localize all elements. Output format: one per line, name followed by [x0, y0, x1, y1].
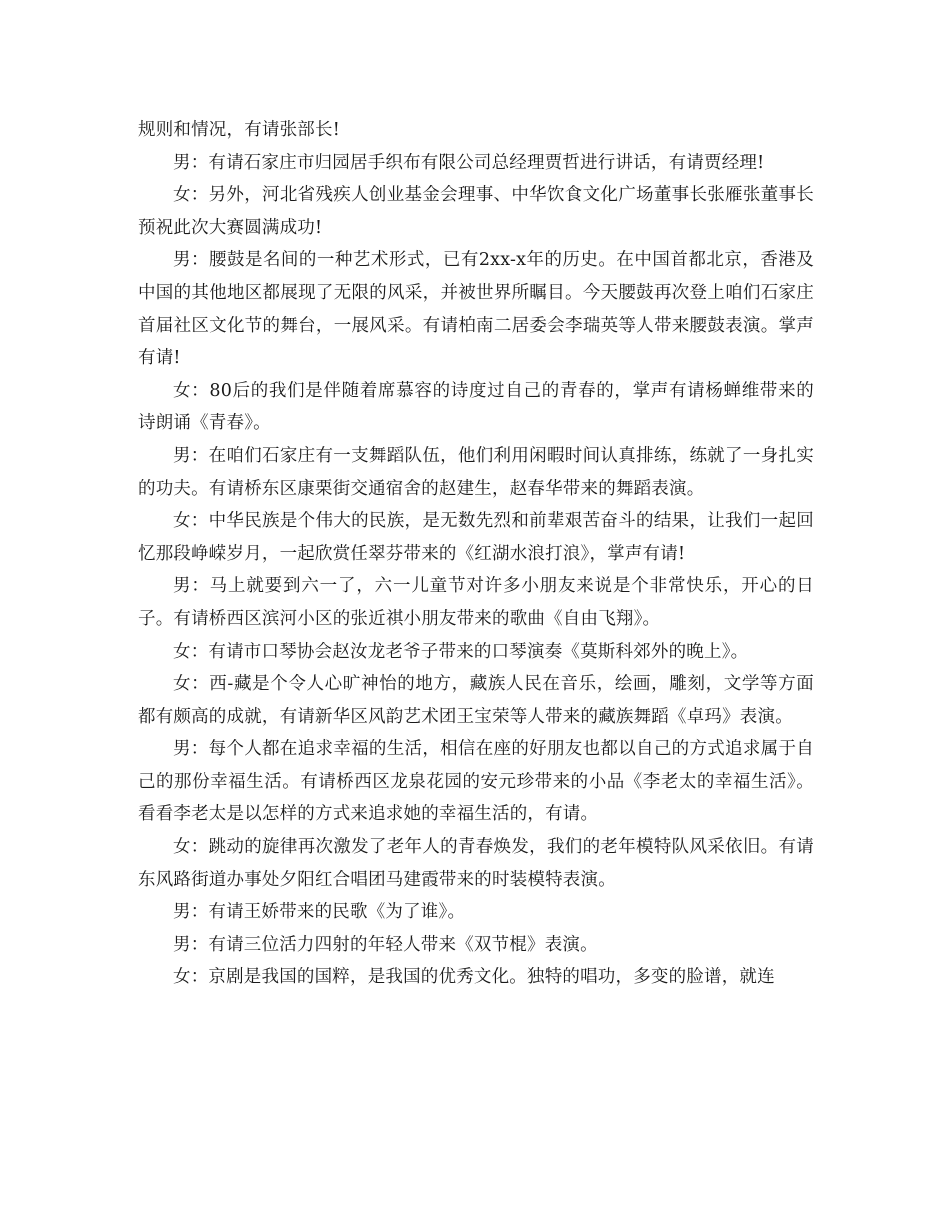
paragraph: 男：腰鼓是名间的一种艺术形式，已有2xx-x年的历史。在中国首都北京，香港及中国的其他地区都展现了无限的风采，并被世界所瞩目。今天腰鼓再次登上咱们石家庄首届社区文化节的舞台，一展风采。有请柏南二居委会李瑞英等人带来腰鼓表演。掌声有请! — [138, 250, 814, 369]
document-body — [138, 114, 814, 994]
paragraph: 女：西-藏是个令人心旷神怡的地方，藏族人民在音乐，绘画，雕刻，文学等方面都有颇高的成就，有请新华区风韵艺术团王宝荣等人带来的藏族舞蹈《卓玛》表演。 — [138, 674, 814, 727]
paragraph: 女：另外，河北省残疾人创业基金会理事、中华饮食文化广场董事长张雁张董事长预祝此次大赛圆满成功! — [138, 185, 814, 238]
paragraph: 女：京剧是我国的国粹，是我国的优秀文化。独特的唱功，多变的脸谱，就连 — [173, 967, 775, 988]
paragraph: 女：有请市口琴协会赵汝龙老爷子带来的口琴演奏《莫斯科郊外的晚上》。 — [173, 641, 749, 662]
paragraph: 男：在咱们石家庄有一支舞蹈队伍，他们利用闲暇时间认真排练，练就了一身扎实的功夫。有请桥东区康栗街交通宿舍的赵建生，赵春华带来的舞蹈表演。 — [138, 445, 814, 499]
paragraph: 男：有请王娇带来的民歌《为了谁》。 — [173, 902, 466, 923]
paragraph: 男：有请三位活力四射的年轻人带来《双节棍》表演。 — [173, 934, 598, 955]
paragraph: 男：有请石家庄市归园居手织布有限公司总经理贾哲进行讲话，有请贾经理! — [173, 152, 765, 173]
paragraph: 女：跳动的旋律再次激发了老年人的青春焕发，我们的老年模特队风采依旧。有请东风路街道办事处夕阳红合唱团马建霞带来的时装模特表演。 — [138, 837, 814, 890]
paragraph: 女：中华民族是个伟大的民族，是无数先烈和前辈艰苦奋斗的结果，让我们一起回忆那段峥嵘岁月，一起欣赏任翠芬带来的《红湖水浪打浪》，掌声有请! — [138, 511, 814, 564]
paragraph: 女：80后的我们是伴随着席慕容的诗度过自己的青春的，掌声有请杨蝉维带来的诗朗诵《青春》。 — [138, 380, 814, 434]
paragraph: 男：每个人都在追求幸福的生活，相信在座的好朋友也都以自己的方式追求属于自己的那份幸福生活。有请桥西区龙泉花园的安元珍带来的小品《李老太的幸福生活》。看看李老太是以怎样的方式来追求她的幸福生活的，有请。 — [138, 739, 814, 825]
paragraph: 规则和情况，有请张部长! — [138, 120, 340, 140]
paragraph: 男：马上就要到六一了，六一儿童节对许多小朋友来说是个非常快乐，开心的日子。有请桥西区滨河小区的张近祺小朋友带来的歌曲《自由飞翔》。 — [138, 576, 814, 629]
